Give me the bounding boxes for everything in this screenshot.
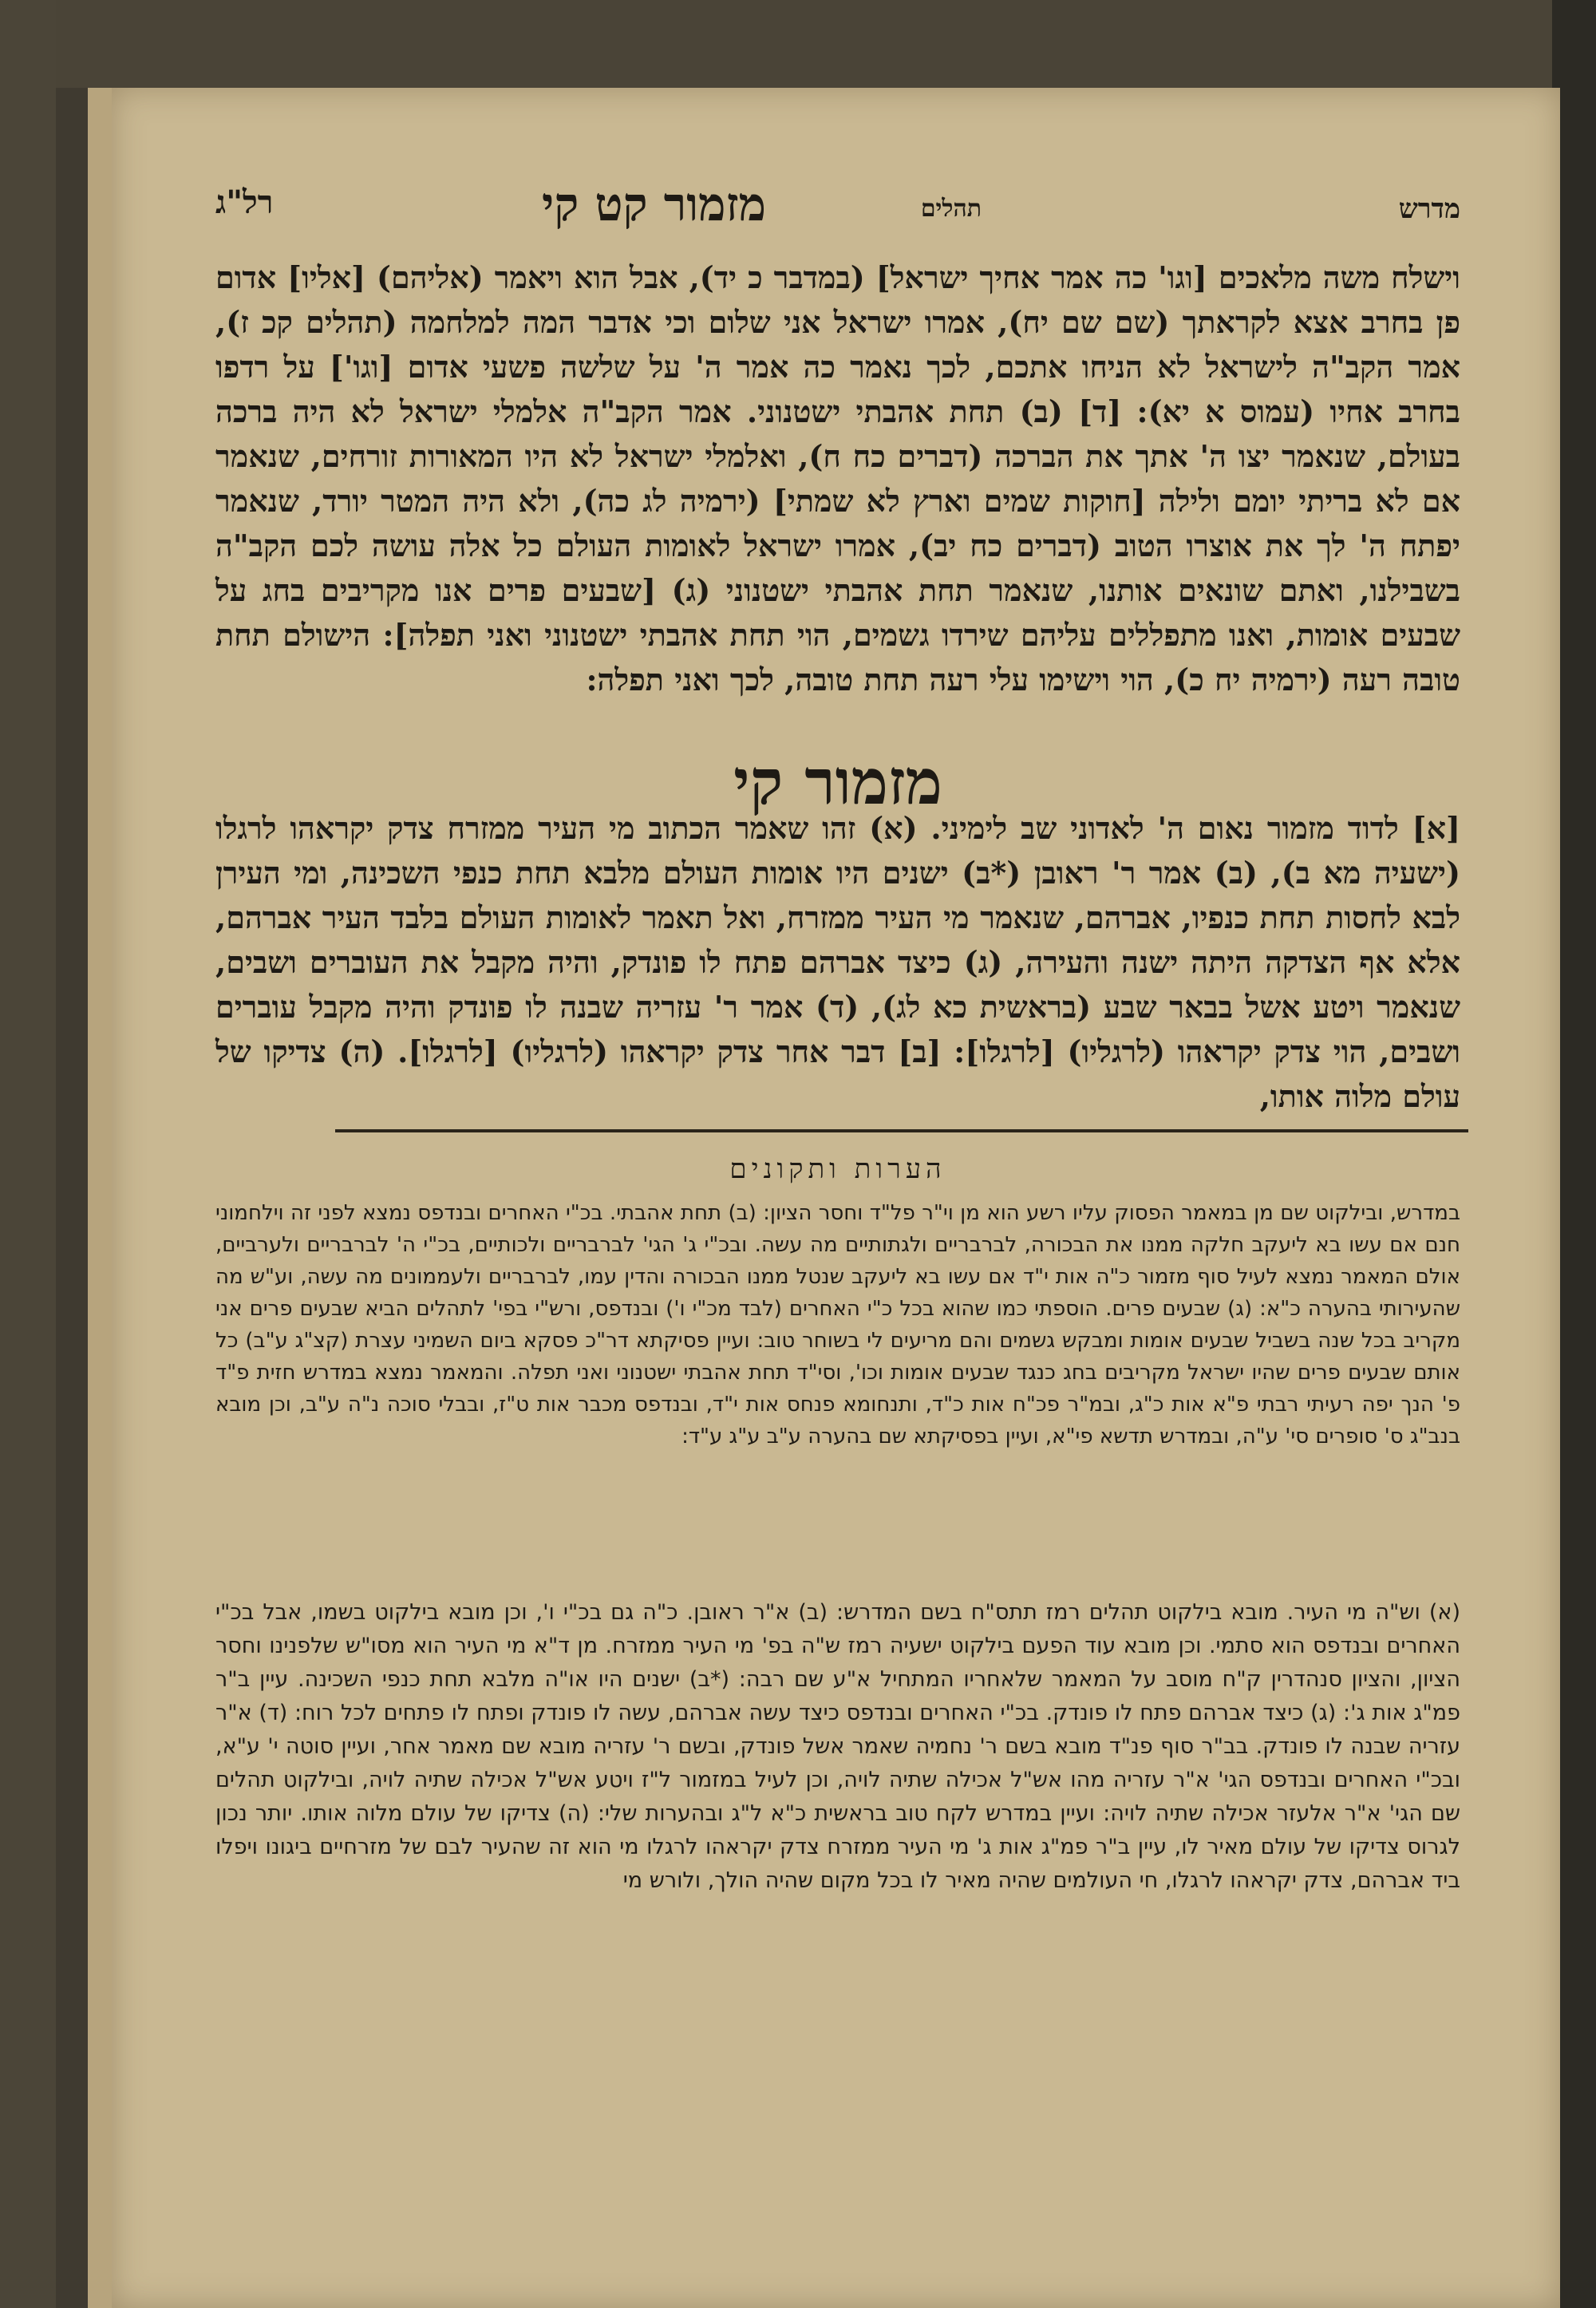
header-folio: רל"ג <box>215 184 274 221</box>
book-cover-left <box>0 0 56 2308</box>
main-text-block-2: [א] לדוד מזמור נאום ה' לאדוני שב לימיני. (א) זהו שאמר הכתוב מי העיר ממזרח צדק יקראהו לרגלו (ישעיה מא ב), (ב) אמר ר' ראובן (*ב) ישנים היו אומות העולם מלבא תחת כנפי השכינה, ומי העירן לבא לחסות תחת כנפיו, אברהם, שנאמר מי העיר ממזרח, ואל תאמר לאומות העולם בלבד העיר אברהם, אלא אף הצדקה היתה ישנה והעירה, (ג) כיצד אברהם פתח לו פונדק, והיה מקבל את העוברים ושבים, שנאמר ויטע אשל בבאר שבע (בראשית כא לג), (ד) אמר ר' עזריה שבנה לו פונדק והיה מקבל עוברים ושבים, הוי צדק יקראהו (לרגליו) [לרגלו]: [ב] דבר אחר צדק יקראהו (לרגליו) [לרגלו]. (ה) צדיקו של עולם מלוה אותו, <box>215 810 1460 1114</box>
main-text-block: וישלח משה מלאכים [וגו' כה אמר אחיך ישראל] (במדבר כ יד), אבל הוא ויאמר (אליהם) [אליו] אדום פן בחרב אצא לקראתך (שם שם יח), אמרו ישראל אני שלום וכי אדבר המה למלחמה (תהלים קכ ז), אמר הקב"ה לישראל לא הניחו אתכם, לכך נאמר כה אמר ה' על שלשה פשעי אדום [וגו'] על רדפו בחרב אחיו (עמוס א יא): [ד] (ב) תחת אהבתי ישטנוני. אמר הקב"ה אלמלי ישראל לא היה ברכה בעולם, שנאמר יצו ה' אתך את הברכה (דברים כח ח), ואלמלי ישראל לא היו המאורות זורחים, שנאמר אם לא בריתי יומם ולילה [חוקות שמים וארץ לא שמתי] (ירמיה לג כה), ולא היה המטר יורד, שנאמר יפתח ה' לך את אוצרו הטוב (דברים כח יב), אמרו ישראל לאומות העולם כל אלה עושה לכם הקב"ה בשבילנו, ואתם שונאים אותנו, שנאמר תחת אהבתי ישטנוני (ג) [שבעים פרים אנו מקריבים בחג על שבעים אומות, ואנו מתפללים עליהם שירדו גשמים, הוי תחת אהבתי ישטנוני ואני תפלה]: הישולם תחת טובה רעה (ירמיה יח כ), הוי וישימו עלי רעה תחת טובה, לכך ואני תפלה: <box>215 259 1460 698</box>
notes-text-1: במדרש, ובילקוט שם מן במאמר הפסוק עליו רשע הוא מן וי"ר פל"ד וחסר הציון: (ב) תחת אהבתי. בכ"י האחרים ובנדפס נמצא לפני זה וילחמוני חנם אם עשו בא ליעקב חלקה ממנו את הבכורה, לברבריים ולגתותיים מה עשה. ובכ"י ג' הגי' לברבריים ולכותיים, בכ"י ה' לברבריים ולערביים, אולם המאמר נמצא לעיל סוף מזמור כ"ה אות י"ד אם עשו בא ליעקב שנטל ממנו הבכורה והדין עמו, לברבריים ולעממונים מה עשה, וע"ש מה שהעירותי בהערה כ"א: (ג) שבעים פרים. הוספתי כמו שהוא בכל כ"י האחרים (לבד מכ"י ו') ובנדפס, ורש"י בפי' לתהלים הביא שבעים פרים אני מקריב בכל שנה בשביל שבעים אומות ומבקש גשמים והם מריעים לי בשוחר טוב: ועיין פסיקתא דר"כ פסקא ביום השמיני עצרת (קצ"ג ע"ב) כל אותם שבעים פרים שהיו ישראל מקריבים בחג כנגד שבעים אומות וכו', וסי"ד תחת אהבתי ישטנוני ואני תפלה. והמאמר נמצא במדרש חזית פ"ד פ' הנך יפה רעיתי רבתי פ"א אות כ"ג, ובמ"ר פכ"ח אות כ"ד, ותנחומא פנחס אות י"ד, ובנדפס מכבר אות ט"ז, ובבלי סוכה נ"ה ע"ב, וכן מובא בנב"ג ס' סופרים סי' ע"ה, ובמדרש תדשא פי"א, ועיין בפסיקתא שם בהערה ע"ב ע"ג ע"ד: <box>215 1201 1460 1448</box>
header-midrash: מדרש <box>1398 193 1460 225</box>
header-title: מזמור קט קי <box>542 177 766 231</box>
divider-rule <box>335 1129 1468 1132</box>
notes-title: הערות ותקונים <box>729 1153 946 1185</box>
page-header <box>215 177 1460 239</box>
book-cover-top <box>0 0 1596 88</box>
page-edge <box>88 88 112 2308</box>
psalm-110-title: מזמור קי <box>733 746 942 819</box>
notes-text-2: (א) וש"ה מי העיר. מובא בילקוט תהלים רמז תתס"ח בשם המדרש: (ב) א"ר ראובן. כ"ה גם בכ"י ו', וכן מובא בילקוט בשמו, אבל בכ"י האחרים ובנדפס הוא סתמי. וכן מובא עוד הפעם בילקוט ישעיה רמז ש"ה בפ' מי העיר ממזרח. מן ד"א מי העיר הוא מסו"ש שלפנינו וחסר הציון, והציון סנהדרין ק"ח מוסב על המאמר שלאחריו המתחיל א"ע שם רבה: (*ב) ישנים היו או"ה מלבא תחת כנפי השכינה. עיין ב"ר פמ"ג אות ג': (ג) כיצד אברהם פתח לו פונדק. בכ"י האחרים ובנדפס כיצד עשה אברהם, עשה לו פונדק ופתח לו פתחים לכל רוח: (ד) א"ר עזריה שבנה לו פונדק. בב"ר סוף פנ"ד מובא בשם ר' נחמיה שאמר אשל פונדק, ובשם ר' עזריה מובא שם מאמר אחר, ועיין סוטה י' ע"א, ובכ"י האחרים ובנדפס הגי' א"ר עזריה מהו אש"ל אכילה שתיה לויה, וכן לעיל במזמור ל"ז ויטע אש"ל אכילה שתיה לויה, ובילקוט תהלים שם הגי' א"ר אלעזר אכילה שתיה לויה: ועיין במדרש לקח טוב בראשית כ"א ל"ג ובהערות שלי: (ה) צדיקו של עולם מלוה אותו. יותר נכון לגרוס צדיקו של עולם מאיר לו, עיין ב"ר פמ"ג אות ג' מי העיר ממזרח צדק יקראהו לרגלו מי הוא זה שהעיר לבם של מזרחיים ביגונו ויפלו ביד אברהם, צדק יקראהו לרגלו, חי העולמים שהיה מאיר לו בכל מקום שהיה הולך, ולורש מי <box>215 1600 1460 1893</box>
header-book: תהלים <box>920 195 982 223</box>
